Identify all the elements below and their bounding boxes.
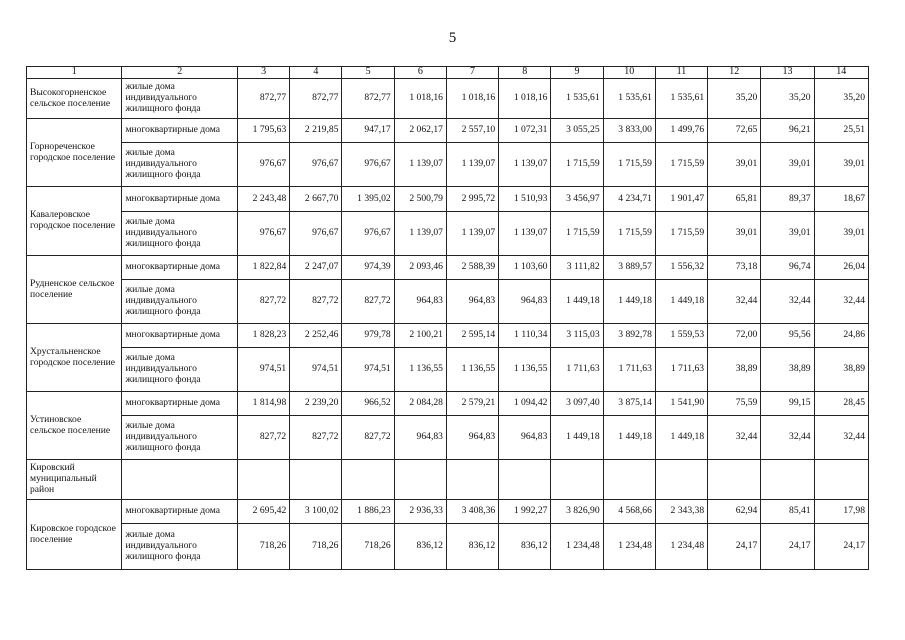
settlement-name: Рудненское сельское поселение bbox=[27, 256, 122, 324]
settlement-name: Высокогорненское сельское поселение bbox=[27, 79, 122, 119]
value-cell: 827,72 bbox=[238, 280, 290, 324]
value-cell: 39,01 bbox=[708, 143, 761, 187]
value-cell: 1 715,59 bbox=[655, 212, 707, 256]
value-cell: 1 814,98 bbox=[238, 392, 290, 416]
value-cell: 979,78 bbox=[342, 324, 394, 348]
value-cell: 976,67 bbox=[290, 143, 342, 187]
value-cell: 1 715,59 bbox=[551, 143, 603, 187]
table-row bbox=[27, 187, 869, 212]
value-cell: 827,72 bbox=[342, 280, 394, 324]
value-cell: 1 449,18 bbox=[551, 280, 603, 324]
value-cell: 2 219,85 bbox=[290, 119, 342, 143]
value-cell: 718,26 bbox=[342, 524, 394, 570]
value-cell: 964,83 bbox=[446, 416, 498, 460]
value-cell: 32,44 bbox=[708, 280, 761, 324]
value-cell: 72,00 bbox=[708, 324, 761, 348]
value-cell: 39,01 bbox=[814, 143, 868, 187]
value-cell: 1 556,32 bbox=[655, 256, 707, 280]
value-cell: 4 568,66 bbox=[603, 500, 655, 524]
value-cell: 1 018,16 bbox=[394, 79, 446, 119]
value-cell bbox=[761, 460, 814, 500]
value-cell: 1 234,48 bbox=[655, 524, 707, 570]
value-cell: 2 500,79 bbox=[394, 187, 446, 212]
building-type: многоквартирные дома bbox=[122, 187, 238, 212]
value-cell: 2 557,10 bbox=[446, 119, 498, 143]
table-row bbox=[27, 119, 869, 143]
value-cell: 4 234,71 bbox=[603, 187, 655, 212]
value-cell: 976,67 bbox=[290, 212, 342, 256]
value-cell: 872,77 bbox=[238, 79, 290, 119]
value-cell: 62,94 bbox=[708, 500, 761, 524]
value-cell: 2 588,39 bbox=[446, 256, 498, 280]
table-row bbox=[27, 416, 869, 460]
value-cell: 65,81 bbox=[708, 187, 761, 212]
table-row bbox=[27, 256, 869, 280]
value-cell bbox=[446, 460, 498, 500]
value-cell: 17,98 bbox=[814, 500, 868, 524]
value-cell: 89,37 bbox=[761, 187, 814, 212]
value-cell: 976,67 bbox=[238, 212, 290, 256]
value-cell: 3 833,00 bbox=[603, 119, 655, 143]
value-cell: 1 715,59 bbox=[551, 212, 603, 256]
table-row bbox=[27, 348, 869, 392]
table-row bbox=[27, 460, 869, 500]
value-cell: 85,41 bbox=[761, 500, 814, 524]
header-cell: 1 bbox=[27, 67, 122, 79]
value-cell bbox=[342, 460, 394, 500]
value-cell: 38,89 bbox=[708, 348, 761, 392]
value-cell: 24,17 bbox=[708, 524, 761, 570]
value-cell: 1 139,07 bbox=[446, 143, 498, 187]
value-cell bbox=[655, 460, 707, 500]
value-cell: 1 136,55 bbox=[446, 348, 498, 392]
value-cell: 2 995,72 bbox=[446, 187, 498, 212]
settlement-name: Горнореченское городское поселение bbox=[27, 119, 122, 187]
value-cell: 2 239,20 bbox=[290, 392, 342, 416]
value-cell: 1 103,60 bbox=[499, 256, 551, 280]
table-row bbox=[27, 324, 869, 348]
value-cell: 1 234,48 bbox=[551, 524, 603, 570]
value-cell: 3 055,25 bbox=[551, 119, 603, 143]
value-cell: 96,74 bbox=[761, 256, 814, 280]
value-cell: 35,20 bbox=[708, 79, 761, 119]
value-cell bbox=[499, 460, 551, 500]
value-cell: 836,12 bbox=[499, 524, 551, 570]
building-type: жилые дома индивидуального жилищного фонда bbox=[122, 524, 238, 570]
header-cell: 10 bbox=[603, 67, 655, 79]
value-cell: 1 711,63 bbox=[655, 348, 707, 392]
value-cell: 32,44 bbox=[814, 280, 868, 324]
value-cell: 1 535,61 bbox=[551, 79, 603, 119]
header-cell: 8 bbox=[499, 67, 551, 79]
settlement-name: Кировское городское поселение bbox=[27, 500, 122, 570]
building-type: жилые дома индивидуального жилищного фонда bbox=[122, 348, 238, 392]
building-type bbox=[122, 460, 238, 500]
building-type: жилые дома индивидуального жилищного фонда bbox=[122, 280, 238, 324]
value-cell: 1 711,63 bbox=[603, 348, 655, 392]
value-cell: 25,51 bbox=[814, 119, 868, 143]
table-row bbox=[27, 524, 869, 570]
value-cell: 1 139,07 bbox=[394, 212, 446, 256]
value-cell: 1 711,63 bbox=[551, 348, 603, 392]
value-cell: 947,17 bbox=[342, 119, 394, 143]
value-cell: 964,83 bbox=[499, 416, 551, 460]
header-cell: 3 bbox=[238, 67, 290, 79]
table-row bbox=[27, 212, 869, 256]
value-cell: 38,89 bbox=[761, 348, 814, 392]
page-number: 5 bbox=[448, 30, 457, 46]
building-type: многоквартирные дома bbox=[122, 500, 238, 524]
value-cell: 1 795,63 bbox=[238, 119, 290, 143]
value-cell: 1 139,07 bbox=[499, 143, 551, 187]
value-cell: 18,67 bbox=[814, 187, 868, 212]
building-type: многоквартирные дома bbox=[122, 119, 238, 143]
value-cell: 2 100,21 bbox=[394, 324, 446, 348]
value-cell: 974,39 bbox=[342, 256, 394, 280]
value-cell: 836,12 bbox=[394, 524, 446, 570]
value-cell bbox=[708, 460, 761, 500]
value-cell bbox=[814, 460, 868, 500]
value-cell: 39,01 bbox=[761, 143, 814, 187]
value-cell: 3 111,82 bbox=[551, 256, 603, 280]
value-cell: 1 886,23 bbox=[342, 500, 394, 524]
value-cell: 1 449,18 bbox=[655, 280, 707, 324]
value-cell: 976,67 bbox=[342, 143, 394, 187]
value-cell: 1 395,02 bbox=[342, 187, 394, 212]
header-cell: 9 bbox=[551, 67, 603, 79]
header-cell: 7 bbox=[446, 67, 498, 79]
value-cell: 974,51 bbox=[290, 348, 342, 392]
value-cell: 966,52 bbox=[342, 392, 394, 416]
value-cell: 1 828,23 bbox=[238, 324, 290, 348]
value-cell: 1 449,18 bbox=[551, 416, 603, 460]
value-cell: 1 139,07 bbox=[446, 212, 498, 256]
value-cell: 872,77 bbox=[290, 79, 342, 119]
value-cell: 2 936,33 bbox=[394, 500, 446, 524]
value-cell: 75,59 bbox=[708, 392, 761, 416]
value-cell: 827,72 bbox=[290, 416, 342, 460]
building-type: многоквартирные дома bbox=[122, 324, 238, 348]
value-cell: 39,01 bbox=[814, 212, 868, 256]
table-row bbox=[27, 79, 869, 119]
building-type: многоквартирные дома bbox=[122, 256, 238, 280]
building-type: жилые дома индивидуального жилищного фонда bbox=[122, 143, 238, 187]
value-cell: 3 115,03 bbox=[551, 324, 603, 348]
value-cell: 39,01 bbox=[761, 212, 814, 256]
value-cell: 1 018,16 bbox=[446, 79, 498, 119]
value-cell: 32,44 bbox=[761, 416, 814, 460]
value-cell: 3 826,90 bbox=[551, 500, 603, 524]
value-cell: 3 889,57 bbox=[603, 256, 655, 280]
value-cell bbox=[394, 460, 446, 500]
value-cell: 1 715,59 bbox=[603, 143, 655, 187]
value-cell: 3 408,36 bbox=[446, 500, 498, 524]
value-cell bbox=[290, 460, 342, 500]
header-cell: 2 bbox=[122, 67, 238, 79]
value-cell: 976,67 bbox=[238, 143, 290, 187]
value-cell: 1 136,55 bbox=[394, 348, 446, 392]
value-cell: 2 595,14 bbox=[446, 324, 498, 348]
value-cell: 2 667,70 bbox=[290, 187, 342, 212]
header-cell: 6 bbox=[394, 67, 446, 79]
header-cell: 12 bbox=[708, 67, 761, 79]
value-cell: 836,12 bbox=[446, 524, 498, 570]
value-cell: 1 449,18 bbox=[603, 416, 655, 460]
value-cell: 38,89 bbox=[814, 348, 868, 392]
tariff-table bbox=[26, 66, 869, 570]
value-cell: 2 579,21 bbox=[446, 392, 498, 416]
value-cell: 1 449,18 bbox=[655, 416, 707, 460]
value-cell: 1 018,16 bbox=[499, 79, 551, 119]
value-cell: 1 094,42 bbox=[499, 392, 551, 416]
value-cell: 32,44 bbox=[761, 280, 814, 324]
value-cell: 3 100,02 bbox=[290, 500, 342, 524]
value-cell: 3 875,14 bbox=[603, 392, 655, 416]
value-cell: 1 072,31 bbox=[499, 119, 551, 143]
value-cell: 1 139,07 bbox=[499, 212, 551, 256]
value-cell: 2 084,28 bbox=[394, 392, 446, 416]
value-cell: 1 499,76 bbox=[655, 119, 707, 143]
value-cell: 2 695,42 bbox=[238, 500, 290, 524]
header-cell: 11 bbox=[655, 67, 707, 79]
value-cell: 1 535,61 bbox=[655, 79, 707, 119]
value-cell: 3 892,78 bbox=[603, 324, 655, 348]
value-cell bbox=[238, 460, 290, 500]
table-row bbox=[27, 280, 869, 324]
table-row bbox=[27, 392, 869, 416]
value-cell: 974,51 bbox=[342, 348, 394, 392]
value-cell: 1 992,27 bbox=[499, 500, 551, 524]
settlement-name: Кавалеровское городское поселение bbox=[27, 187, 122, 256]
header-cell: 14 bbox=[814, 67, 868, 79]
value-cell: 32,44 bbox=[708, 416, 761, 460]
value-cell: 24,17 bbox=[814, 524, 868, 570]
value-cell: 1 715,59 bbox=[655, 143, 707, 187]
value-cell: 1 110,34 bbox=[499, 324, 551, 348]
building-type: многоквартирные дома bbox=[122, 392, 238, 416]
value-cell: 964,83 bbox=[394, 416, 446, 460]
value-cell: 827,72 bbox=[238, 416, 290, 460]
value-cell: 1 449,18 bbox=[603, 280, 655, 324]
building-type: жилые дома индивидуального жилищного фонда bbox=[122, 416, 238, 460]
building-type: жилые дома индивидуального жилищного фонда bbox=[122, 212, 238, 256]
value-cell: 1 136,55 bbox=[499, 348, 551, 392]
value-cell: 1 234,48 bbox=[603, 524, 655, 570]
value-cell: 1 510,93 bbox=[499, 187, 551, 212]
value-cell: 1 901,47 bbox=[655, 187, 707, 212]
value-cell: 95,56 bbox=[761, 324, 814, 348]
value-cell: 872,77 bbox=[342, 79, 394, 119]
table-row bbox=[27, 143, 869, 187]
value-cell: 2 343,38 bbox=[655, 500, 707, 524]
value-cell: 2 062,17 bbox=[394, 119, 446, 143]
value-cell: 99,15 bbox=[761, 392, 814, 416]
value-cell: 3 097,40 bbox=[551, 392, 603, 416]
value-cell: 2 247,07 bbox=[290, 256, 342, 280]
header-cell: 4 bbox=[290, 67, 342, 79]
table-row bbox=[27, 500, 869, 524]
value-cell: 2 243,48 bbox=[238, 187, 290, 212]
settlement-name: Хрустальненское городское поселение bbox=[27, 324, 122, 392]
value-cell: 96,21 bbox=[761, 119, 814, 143]
value-cell: 73,18 bbox=[708, 256, 761, 280]
value-cell: 26,04 bbox=[814, 256, 868, 280]
value-cell: 3 456,97 bbox=[551, 187, 603, 212]
value-cell: 1 715,59 bbox=[603, 212, 655, 256]
table-body bbox=[27, 79, 869, 570]
settlement-name: Устиновское сельское поселение bbox=[27, 392, 122, 460]
value-cell: 28,45 bbox=[814, 392, 868, 416]
value-cell: 1 541,90 bbox=[655, 392, 707, 416]
header-cell: 13 bbox=[761, 67, 814, 79]
value-cell: 35,20 bbox=[761, 79, 814, 119]
value-cell bbox=[551, 460, 603, 500]
settlement-name: Кировский муниципальный район bbox=[27, 460, 122, 500]
value-cell: 2 252,46 bbox=[290, 324, 342, 348]
value-cell: 964,83 bbox=[446, 280, 498, 324]
value-cell: 72,65 bbox=[708, 119, 761, 143]
value-cell bbox=[603, 460, 655, 500]
value-cell: 827,72 bbox=[342, 416, 394, 460]
value-cell: 964,83 bbox=[394, 280, 446, 324]
value-cell: 1 535,61 bbox=[603, 79, 655, 119]
header-row bbox=[27, 67, 869, 79]
value-cell: 718,26 bbox=[238, 524, 290, 570]
value-cell: 32,44 bbox=[814, 416, 868, 460]
value-cell: 1 559,53 bbox=[655, 324, 707, 348]
value-cell: 976,67 bbox=[342, 212, 394, 256]
header-cell: 5 bbox=[342, 67, 394, 79]
value-cell: 964,83 bbox=[499, 280, 551, 324]
value-cell: 1 822,84 bbox=[238, 256, 290, 280]
building-type: жилые дома индивидуального жилищного фонда bbox=[122, 79, 238, 119]
value-cell: 827,72 bbox=[290, 280, 342, 324]
value-cell: 24,17 bbox=[761, 524, 814, 570]
value-cell: 2 093,46 bbox=[394, 256, 446, 280]
value-cell: 718,26 bbox=[290, 524, 342, 570]
value-cell: 39,01 bbox=[708, 212, 761, 256]
value-cell: 974,51 bbox=[238, 348, 290, 392]
value-cell: 24,86 bbox=[814, 324, 868, 348]
value-cell: 35,20 bbox=[814, 79, 868, 119]
value-cell: 1 139,07 bbox=[394, 143, 446, 187]
